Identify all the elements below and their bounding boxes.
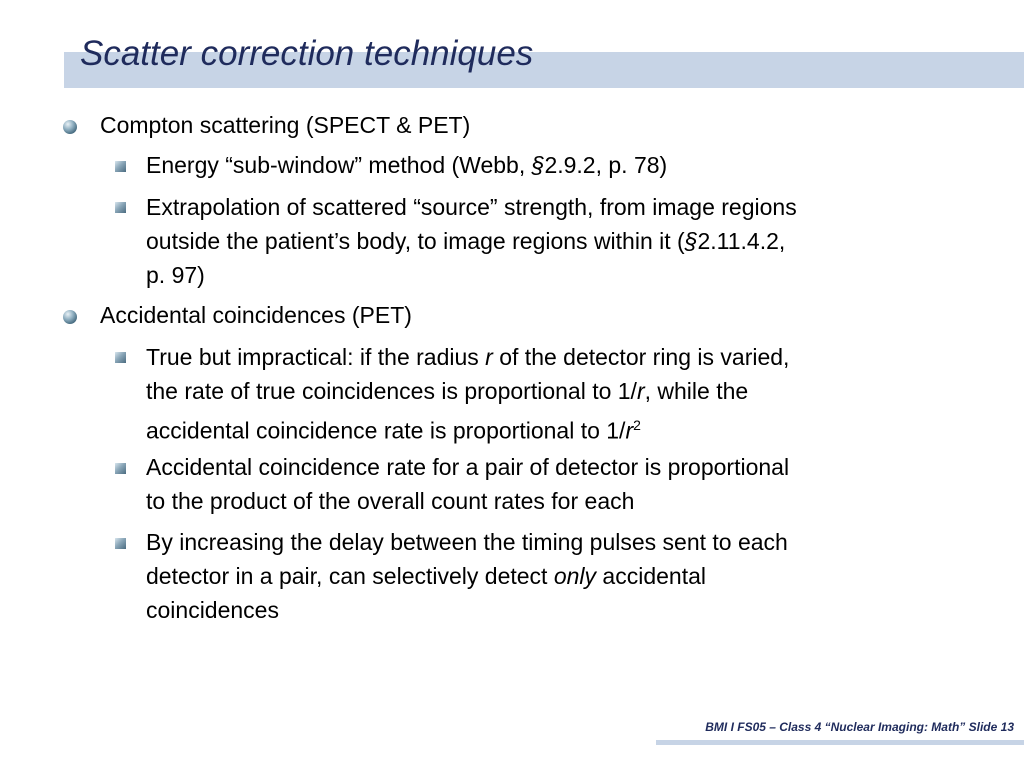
footer-bar xyxy=(656,740,1024,745)
var-r: r xyxy=(485,344,493,370)
emphasis-only: only xyxy=(553,563,597,589)
text-line: p. 97) xyxy=(146,262,205,288)
text: the rate of true coincidences is proportional to 1/ xyxy=(146,378,637,404)
bullet-square-icon xyxy=(115,463,126,474)
text: detector in a pair, can selectively detect xyxy=(146,563,554,589)
text: 2.11.4.2, xyxy=(697,228,786,254)
bullet-compton: Compton scattering (SPECT & PET) xyxy=(100,112,471,138)
bullet-square-icon xyxy=(115,202,126,213)
bullet-square-icon xyxy=(115,161,126,172)
slide-footer: BMI I FS05 – Class 4 “Nuclear Imaging: Math” Slide 13 xyxy=(705,720,1014,734)
bullet-square-icon xyxy=(115,352,126,363)
bullet-accidental: Accidental coincidences (PET) xyxy=(100,302,412,328)
text: Energy “sub-window” method (Webb, xyxy=(146,152,532,178)
var-r: r xyxy=(636,378,645,404)
text-line: By increasing the delay between the timing pulses sent to each xyxy=(146,529,788,555)
text-line: to the product of the overall count rates for each xyxy=(146,488,635,514)
subbullet-energy-window xyxy=(146,148,966,182)
text: outside the patient’s body, to image regions within it ( xyxy=(146,228,685,254)
bullet-square-icon xyxy=(115,538,126,549)
bullet-sphere-icon xyxy=(63,120,77,134)
subbullet-extrapolation xyxy=(146,190,966,292)
subbullet-coincidence-rate xyxy=(146,450,966,518)
section-sign: § xyxy=(684,228,698,254)
var-r: r xyxy=(625,417,634,444)
subbullet-true-but-impractical xyxy=(146,340,966,448)
text: , while the xyxy=(644,378,749,404)
text: True but impractical: if the radius xyxy=(146,344,486,370)
bullet-sphere-icon xyxy=(63,310,77,324)
exponent: 2 xyxy=(633,417,641,433)
text-line: Accidental coincidence rate for a pair of detector is proportional xyxy=(146,454,790,480)
text: 2.9.2, p. 78) xyxy=(544,152,668,178)
slide-title: Scatter correction techniques xyxy=(80,34,534,73)
text: accidental coincidence rate is proportional to 1/ xyxy=(146,417,626,444)
text-line: coincidences xyxy=(146,597,279,623)
text: of the detector ring is varied, xyxy=(492,344,790,370)
text: accidental xyxy=(596,563,707,589)
section-sign: § xyxy=(531,152,545,178)
subbullet-timing-delay xyxy=(146,525,966,627)
text-line: Extrapolation of scattered “source” strength, from image regions xyxy=(146,194,797,220)
